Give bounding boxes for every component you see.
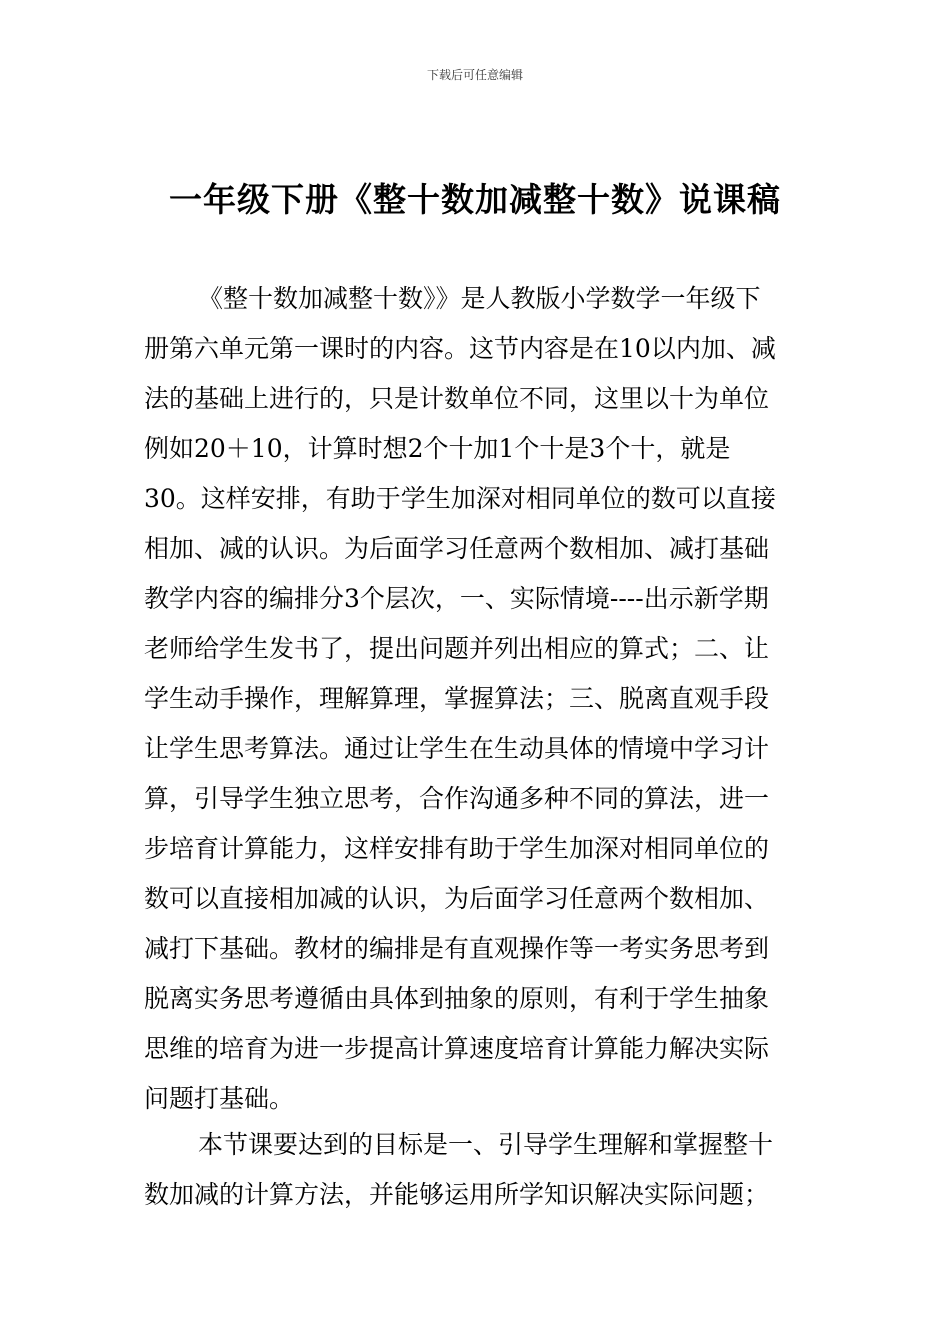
- paragraph-line: 相加、减的认识。为后面学习任意两个数相加、减打基础: [144, 534, 770, 563]
- paragraph-line: 册第六单元第一课时的内容。这节内容是在10以内加、减: [144, 334, 776, 363]
- paragraph-line: 让学生思考算法。通过让学生在生动具体的情境中学习计: [144, 734, 770, 763]
- paragraph-line: 数加减的计算方法，并能够运用所学知识解决实际问题；: [144, 1180, 770, 1209]
- paragraph-line: 老师给学生发书了，提出问题并列出相应的算式；二、让: [144, 634, 770, 663]
- paragraph-1: [144, 274, 808, 1124]
- paragraph-line: 学生动手操作，理解算理，掌握算法；三、脱离直观手段: [144, 684, 770, 713]
- document-title: 一年级下册《整十数加减整十数》说课稿: [169, 180, 781, 219]
- paragraph-line: 思维的培育为进一步提高计算速度培育计算能力解决实际: [144, 1034, 770, 1063]
- paragraph-line: 例如20＋10，计算时想2个十加1个十是3个十，就是: [144, 434, 731, 463]
- paragraph-line: 问题打基础。: [144, 1084, 295, 1113]
- paragraph-line: 30。这样安排，有助于学生加深对相同单位的数可以直接: [144, 484, 776, 513]
- paragraph-line: 法的基础上进行的，只是计数单位不同，这里以十为单位: [144, 384, 770, 413]
- paragraph-2: [144, 1120, 808, 1220]
- paragraph-line: 《整十数加减整十数》》是人教版小学数学一年级下: [198, 284, 761, 313]
- paragraph-line: 减打下基础。教材的编排是有直观操作等一考实务思考到: [144, 934, 770, 963]
- paragraph-line: 脱离实务思考遵循由具体到抽象的原则，有利于学生抽象: [144, 984, 770, 1013]
- paragraph-line: 步培育计算能力，这样安排有助于学生加深对相同单位的: [144, 834, 770, 863]
- paragraph-line: 本节课要达到的目标是一、引导学生理解和掌握整十: [198, 1130, 774, 1159]
- paragraph-line: 数可以直接相加减的认识，为后面学习任意两个数相加、: [144, 884, 770, 913]
- paragraph-line: 算，引导学生独立思考，合作沟通多种不同的算法，进一: [144, 784, 770, 813]
- header-note: 下载后可任意编辑: [426, 68, 523, 82]
- paragraph-line: 教学内容的编排分3个层次，一、实际情境----出示新学期: [144, 584, 769, 613]
